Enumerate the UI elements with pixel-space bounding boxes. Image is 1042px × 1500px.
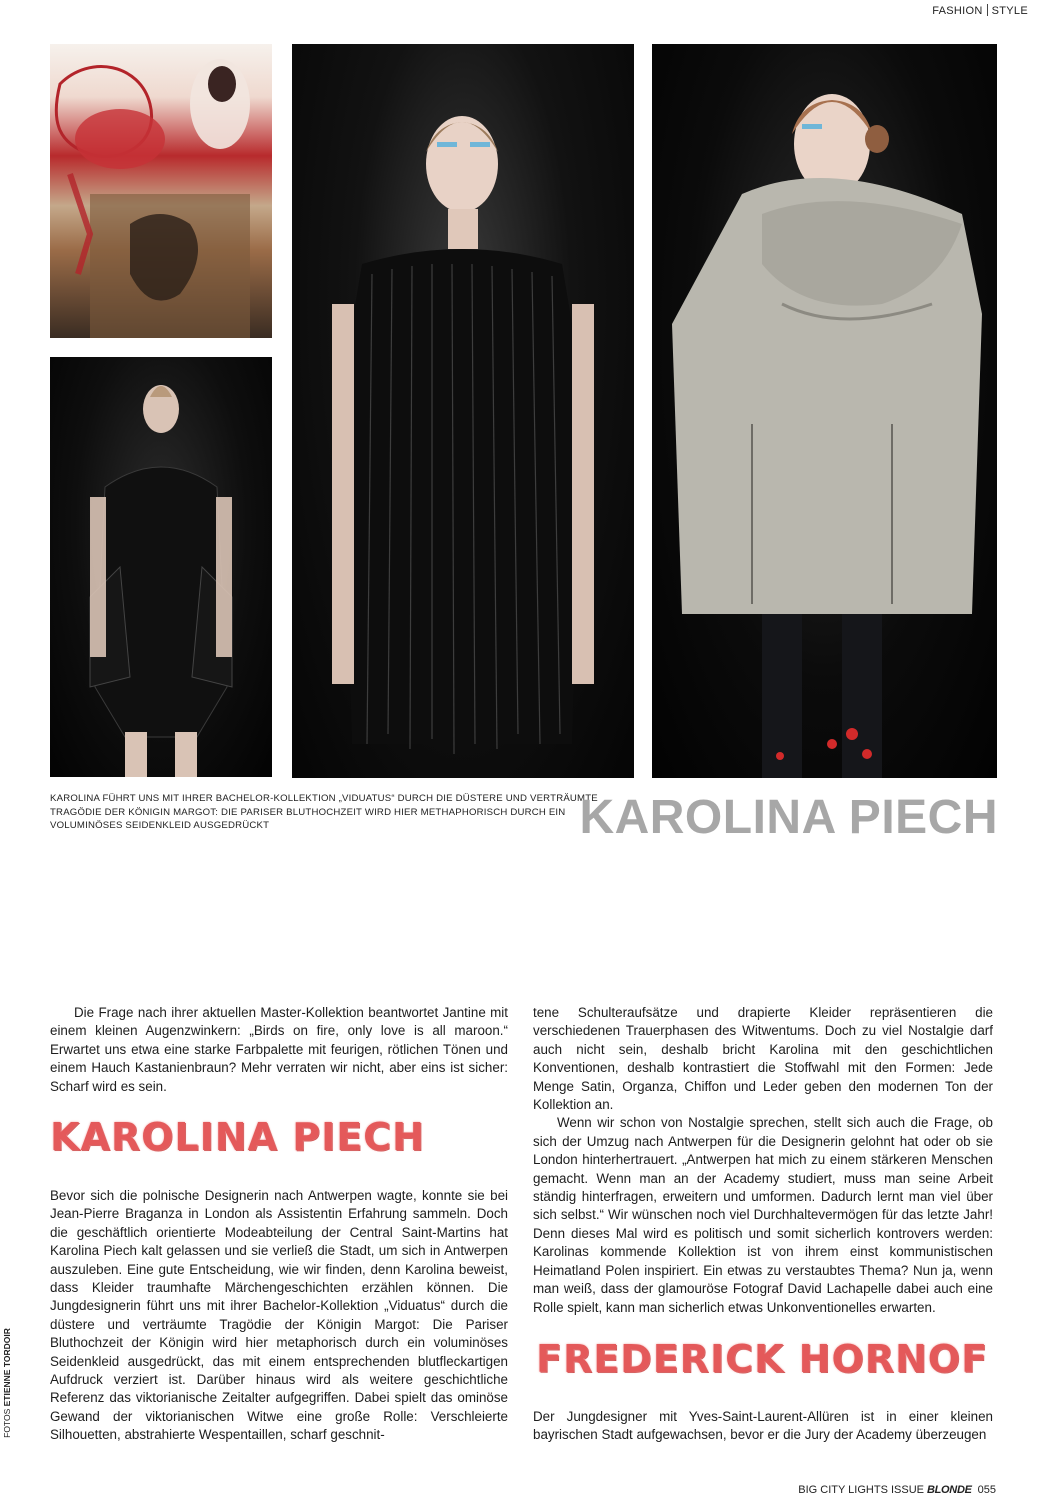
page-number: 055 xyxy=(977,1484,996,1496)
designer-name-karolina: KAROLINA PIECH xyxy=(50,1115,425,1159)
karolina-paragraph xyxy=(50,1187,508,1445)
frederick-text: Der Jungdesigner mit Yves-Saint-Laurent-Allüren ist in einer kleinen bayrischen Stadt aufgewachsen, bevor er die Jury der Academy überzeugen xyxy=(533,1409,993,1443)
page-footer xyxy=(798,1484,996,1496)
right-column-text xyxy=(533,1004,993,1317)
subsection-name: STYLE xyxy=(991,5,1028,17)
fringe-top-photo xyxy=(292,44,634,778)
magazine-brand: BLONDE xyxy=(926,1484,972,1496)
article-headline: KAROLINA PIECH xyxy=(579,791,998,844)
right-paragraph-1: tene Schulteraufsätze und drapierte Kleider repräsentieren die verschiedenen Trauerphasen des Witwentums. Doch zu viel Nostalgie darf auch nicht sein, deshalb bricht Karolina mit den geschichtlichen Konventionen, deshalb kontrastiert die Stoffwahl mit den Formen: Jede Menge Satin, Organza, Chiffon und Leder geben den modernen Ton der Kollektion an. xyxy=(533,1005,993,1113)
section-divider xyxy=(987,4,988,16)
intro-text: Die Frage nach ihrer aktuellen Master-Kollektion beantwortet Jantine mit einem kleinen Augenzwinkern: „Birds on fire, only love is all maroon.“ Erwartet uns etwa eine starke Farbpalette mit feurigen, rötlichen Tönen und einem Hauch Kastanienbraun? Mehr verraten wir nicht, aber eins ist sicher: Scharf wird es sein. xyxy=(50,1005,508,1094)
red-illustration-photo xyxy=(50,44,272,338)
illustration-drawing xyxy=(50,44,272,338)
designer-name-frederick: FREDERICK HORNOF xyxy=(536,1337,989,1381)
black-dress-photo xyxy=(50,357,272,777)
credit-prefix: FOTOS xyxy=(2,1408,12,1438)
right-paragraph-2: Wenn wir schon von Nostalgie sprechen, stellt sich auch die Frage, ob sich der Umzug nach Antwerpen für die Designerin gelohnt hat oder ob sie London hinterhertrauert. „Antwerpen hat mich zu einem stärkeren Menschen gemacht. Wenn man an der Academy studiert, muss man seine Arbeit ständig hinterfragen, erweitern und umformen. Dadurch lernt man viel über sich selbst.“ Wir wünschen noch viel Durchhaltevermögen für das letzte Jahr! Denn dieses Mal wird es politisch und somit sicherlich kontrovers werden: Karolinas kommende Kollektion ist von ihrem einst kommunistischen Heimatland Polen inspiriert. Ein etwas zu verstaubtes Thema? Nun ja, wenn man weiß, dass der glamouröse Fotograf David Lachapelle dabei auch eine Rolle spielt, kann man sicherlich etwas Unkonventionelles erwarten. xyxy=(533,1115,993,1315)
karolina-text: Bevor sich die polnische Designerin nach Antwerpen wagte, konnte sie bei Jean-Pierre Braganza in London als Assistentin Erfahrung sammeln. Doch die geschäftlich orientierte Modeabteilung der Central Saint-Martins hat Karolina Piech kalt gelassen und sie verließ die Stadt, um sich in Antwerpen auszuleben. Eine gute Entscheidung, wie wir finden, denn Karolina beweist, dass Kleider traumhafte Märchengeschichten erzählen können. Die Jungdesignerin führt uns mit ihrer Bachelor-Kollektion „Viduatus“ durch die düstere und verträumte Tragödie der Königin Margot: Die Pariser Bluthochzeit der Königin wird hier metaphorisch durch ein voluminöses Seidenkleid ausgedrückt, das mit einem entsprechenden blutfleckartigen Aufdruck verziert ist. Darüber hinaus wird als weitere geschichtliche Referenz das viktorianische Zeitalter aufgegriffen. Dabei spielt das ominöse Gewand der viktorianischen Witwe eine große Rolle: Verschleierte Silhouetten, abstrahierte Wespentaillen, scharf geschnit- xyxy=(50,1188,508,1443)
section-label xyxy=(932,4,1028,17)
black-dress-figure xyxy=(50,357,272,777)
section-name: FASHION xyxy=(932,5,983,17)
photo-credit xyxy=(2,1318,12,1448)
silver-coat-photo xyxy=(652,44,997,778)
frederick-paragraph xyxy=(533,1408,993,1445)
fringe-top-figure xyxy=(292,44,634,778)
issue-name: BIG CITY LIGHTS ISSUE xyxy=(798,1484,924,1496)
intro-paragraph xyxy=(50,1004,508,1096)
photo-caption: KAROLINA FÜHRT UNS MIT IHRER BACHELOR-KOLLEKTION „VIDUATUS“ DURCH DIE DÜSTERE UND VERTRÄUMTE TRAGÖDIE DER KÖNIGIN MARGOT: DIE PARISER BLUTHOCHZEIT WIRD HIER METHAPHORISCH DURCH EIN VOLUMINÖSES SEIDENKLEID AUSGEDRÜCKT xyxy=(50,793,598,831)
credit-name: ETIENNE TORDOIR xyxy=(2,1328,12,1407)
silver-coat-figure xyxy=(652,44,997,778)
